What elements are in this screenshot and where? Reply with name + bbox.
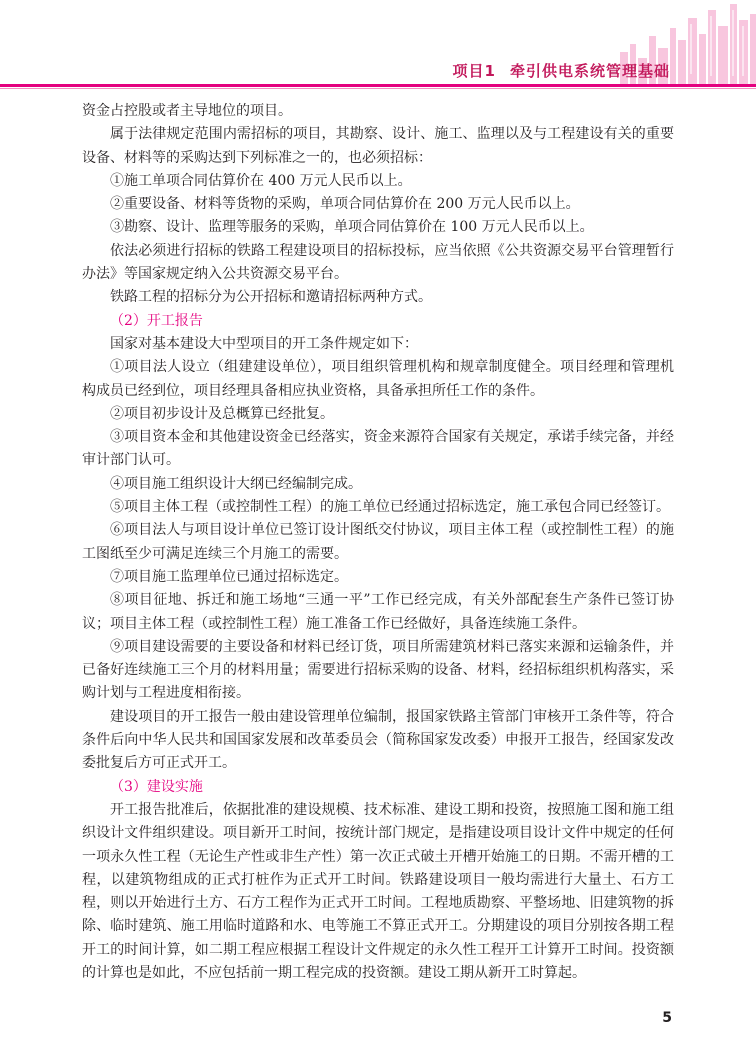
list-item: ①项目法人设立（组建建设单位），项目组织管理机构和规章制度健全。项目经理和管理机构成员已经到位，项目经理具备相应执业资格，具备承担所任工作的条件。 xyxy=(82,359,674,399)
paragraph: 依法必须进行招标的铁路工程建设项目的招标投标，应当依照《公共资源交易平台管理暂行办法》等国家规定纳入公共资源交易平台。 xyxy=(82,242,674,283)
list-item: ⑨项目建设需要的主要设备和材料已经订货，项目所需建筑材料已落实来源和运输条件，并已备好连续施工三个月的材料用量；需要进行招标采购的设备、材料，经招标组织机构落实，采购计划与工程进度相衔接。 xyxy=(82,638,674,702)
body-text xyxy=(82,100,674,985)
paragraph: 属于法律规定范围内需招标的项目，其勘察、设计、施工、监理以及与工程建设有关的重要设备、材料等的采购达到下列标准之一的，也必须招标： xyxy=(82,126,674,166)
chapter-title xyxy=(453,60,670,81)
project-title: 牵引供电系统管理基础 xyxy=(509,62,670,80)
list-item: ③勘察、设计、监理等服务的采购，单项合同估算价在 100 万元人民币以上。 xyxy=(110,219,594,236)
header-divider-thin xyxy=(0,88,756,89)
header-divider xyxy=(0,84,756,87)
paragraph: 开工报告批准后，依据批准的建设规模、技术标准、建设工期和投资，按照施工图和施工组织设计文件组织建设。项目新开工时间，按统计部门规定，是指建设项目设计文件中规定的任何一项永久性工程（无论生产性或非生产性）第一次正式破土开槽开始施工的日期。不需开槽的工程，以建筑物组成的正式打桩作为正式开工时间。铁路建设项目一般均需进行大量土、石方工程，则以开始进行土方、石方工程作为正式开工时间。工程地质勘察、平整场地、旧建筑物的拆除、临时建筑、施工用临时道路和水、电等施工不算正式开工。分期建设的项目分别按各期工程开工的时间计算，如二期工程应根据工程设计文件规定的永久性工程开工计算开工时间。投资额的计算也是如此，不应包括前一期工程完成的投资额。建设工期从新开工时算起。 xyxy=(82,801,674,981)
section-heading-commencement-report: （2）开工报告 xyxy=(110,312,203,329)
paragraph: 国家对基本建设大中型项目的开工条件规定如下： xyxy=(110,335,418,352)
paragraph: 铁路工程的招标分为公开招标和邀请招标两种方式。 xyxy=(110,289,432,306)
page-number: 5 xyxy=(662,1010,672,1026)
paragraph: 资金占控股或者主导地位的项目。 xyxy=(82,103,292,119)
list-item: ⑧项目征地、拆迁和施工场地“三通一平”工作已经完成，有关外部配套生产条件已签订协议；项目主体工程（或控制性工程）施工准备工作已经做好，具备连续施工条件。 xyxy=(82,592,674,632)
list-item: ④项目施工组织设计大纲已经编制完成。 xyxy=(110,475,362,492)
list-item: ⑥项目法人与项目设计单位已签订设计图纸交付协议，项目主体工程（或控制性工程）的施工图纸至少可满足连续三个月施工的需要。 xyxy=(82,522,674,562)
list-item: ③项目资本金和其他建设资金已经落实，资金来源符合国家有关规定，承诺手续完备，并经审计部门认可。 xyxy=(82,429,674,469)
page-header xyxy=(0,0,756,90)
section-heading-construction: （3）建设实施 xyxy=(110,778,203,795)
list-item: ⑦项目施工监理单位已通过招标选定。 xyxy=(110,568,348,585)
paragraph: 建设项目的开工报告一般由建设管理单位编制，报国家铁路主管部门审核开工条件等，符合条件后向中华人民共和国国家发展和改革委员会（简称国家发改委）申报开工报告，经国家发改委批复后方可正式开工。 xyxy=(82,708,674,772)
project-label: 项目1 xyxy=(452,62,496,80)
list-item: ②项目初步设计及总概算已经批复。 xyxy=(110,405,334,422)
list-item: ⑤项目主体工程（或控制性工程）的施工单位已经通过招标选定，施工承包合同已经签订。 xyxy=(110,499,670,516)
list-item: ②重要设备、材料等货物的采购，单项合同估算价在 200 万元人民币以上。 xyxy=(110,196,580,213)
list-item: ①施工单项合同估算价在 400 万元人民币以上。 xyxy=(110,172,412,189)
